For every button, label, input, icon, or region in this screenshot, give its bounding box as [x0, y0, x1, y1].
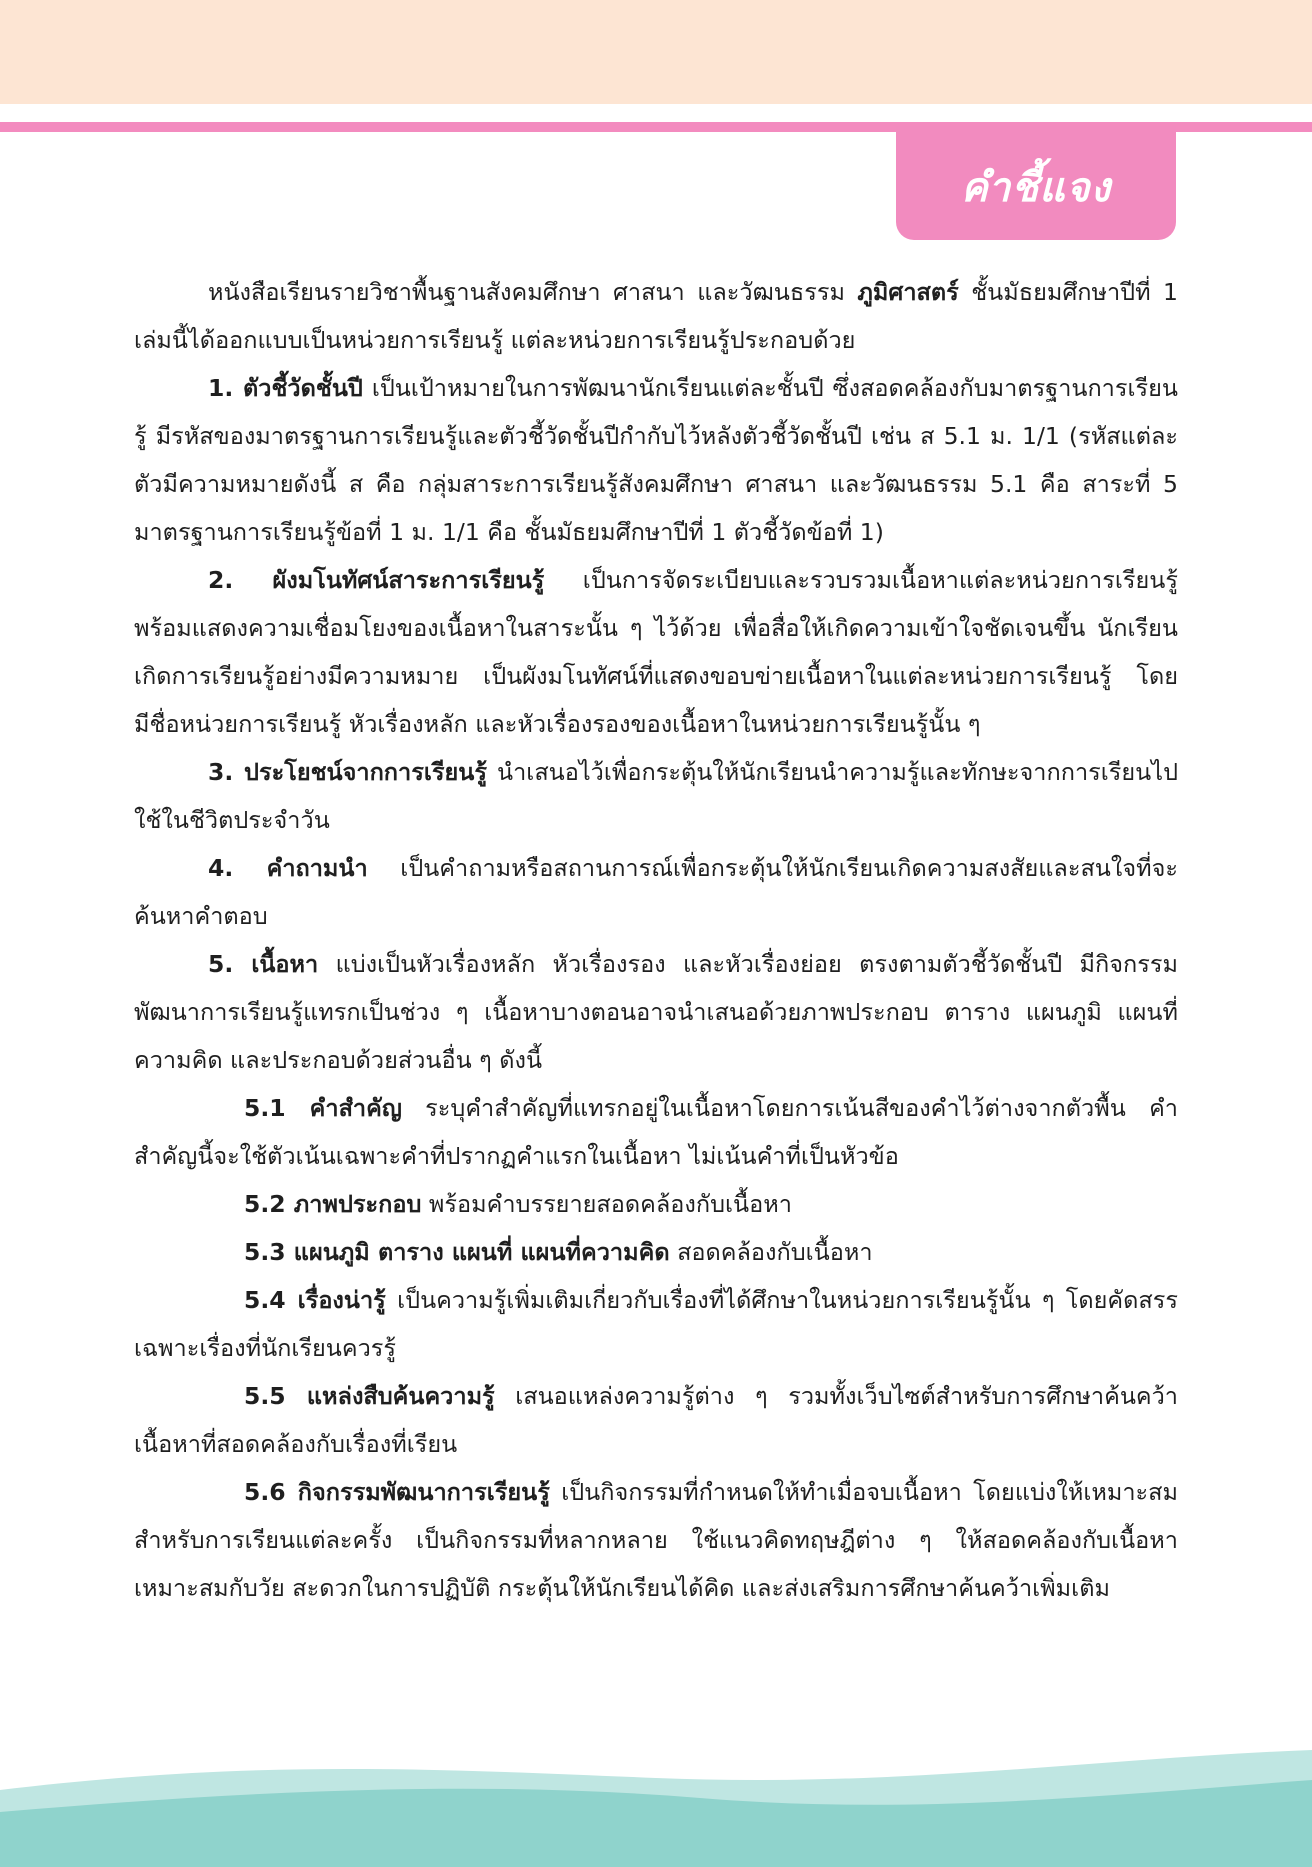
subitem-paragraph	[134, 1372, 1178, 1468]
subitem-heading: 5.2 ภาพประกอบ	[244, 1190, 422, 1218]
subitem-heading: 5.1 คำสำคัญ	[244, 1094, 402, 1122]
intro-lead: หนังสือเรียนรายวิชาพื้นฐานสังคมศึกษา ศาสนา และวัฒนธรรม	[208, 278, 858, 306]
subitem-text: เสนอแหล่งความรู้ต่าง ๆ รวมทั้งเว็บไซต์สำหรับการศึกษาค้นคว้าเนื้อหาที่สอดคล้องกับเรื่องที่เรียน	[134, 1382, 1179, 1458]
item-heading: 1. ตัวชี้วัดชั้นปี	[208, 374, 363, 402]
top-header-band	[0, 0, 1312, 104]
subitem-text: สอดคล้องกับเนื้อหา	[669, 1238, 873, 1266]
item-paragraph	[134, 844, 1178, 940]
header-gap	[0, 104, 1312, 122]
subitem-text: พร้อมคำบรรยายสอดคล้องกับเนื้อหา	[421, 1190, 792, 1218]
item-paragraph	[134, 556, 1178, 748]
item-paragraph	[134, 940, 1178, 1084]
item-heading: 3. ประโยชน์จากการเรียนรู้	[208, 758, 487, 786]
item-heading: 5. เนื้อหา	[208, 950, 319, 978]
subitem-paragraph	[134, 1276, 1178, 1372]
subitem-paragraph	[134, 1468, 1178, 1612]
subitem-heading: 5.3 แผนภูมิ ตาราง แผนที่ แผนที่ความคิด	[244, 1238, 670, 1266]
item-text: เป็นเป้าหมายในการพัฒนานักเรียนแต่ละชั้นปี ซึ่งสอดคล้องกับมาตรฐานการเรียนรู้ มีรหัสของมาตรฐานการเรียนรู้และตัวชี้วัดชั้นปีกำกับไว้หลังตัวชี้วัดชั้นปี เช่น ส 5.1 ม. 1/1 (รหัสแต่ละตัวมีความหมายดังนี้ ส คือ กลุ่มสาระการเรียนรู้สังคมศึกษา ศาสนา และวัฒนธรรม 5.1 คือ สาระที่ 5 มาตรฐานการเรียนรู้ข้อที่ 1 ม. 1/1 คือ ชั้นมัธยมศึกษาปีที่ 1 ตัวชี้วัดข้อที่ 1)	[134, 374, 1178, 546]
bottom-wave-decoration	[0, 1750, 1312, 1867]
item-text: แบ่งเป็นหัวเรื่องหลัก หัวเรื่องรอง และหัวเรื่องย่อย ตรงตามตัวชี้วัดชั้นปี มีกิจกรรมพัฒนาการเรียนรู้แทรกเป็นช่วง ๆ เนื้อหาบางตอนอาจนำเสนอด้วยภาพประกอบ ตาราง แผนภูมิ แผนที่ความคิด และประกอบด้วยส่วนอื่น ๆ ดังนี้	[134, 950, 1178, 1074]
page-title: คำชี้แจง	[960, 165, 1112, 211]
intro-rest: ชั้นมัธยมศึกษาปีที่ 1 เล่มนี้ได้ออกแบบเป็นหน่วยการเรียนรู้ แต่ละหน่วยการเรียนรู้ประกอบด้วย	[134, 278, 1178, 354]
item-heading: 2. ผังมโนทัศน์สาระการเรียนรู้	[208, 566, 545, 594]
title-tab	[896, 126, 1176, 240]
subitem-paragraph	[134, 1084, 1178, 1180]
subitem-paragraph	[134, 1180, 1178, 1228]
item-paragraph	[134, 364, 1178, 556]
subitem-heading: 5.4 เรื่องน่ารู้	[244, 1286, 386, 1314]
subitem-text: เป็นกิจกรรมที่กำหนดให้ทำเมื่อจบเนื้อหา โดยแบ่งให้เหมาะสมสำหรับการเรียนแต่ละครั้ง เป็นกิจกรรมที่หลากหลาย ใช้แนวคิดทฤษฎีต่าง ๆ ให้สอดคล้องกับเนื้อหา เหมาะสมกับวัย สะดวกในการปฏิบัติ กระตุ้นให้นักเรียนได้คิด และส่งเสริมการศึกษาค้นคว้าเพิ่มเติม	[134, 1478, 1178, 1602]
subitem-heading: 5.5 แหล่งสืบค้นความรู้	[244, 1382, 495, 1410]
subitem-text: ระบุคำสำคัญที่แทรกอยู่ในเนื้อหาโดยการเน้นสีของคำไว้ต่างจากตัวพื้น คำสำคัญนี้จะใช้ตัวเน้นเฉพาะคำที่ปรากฏคำแรกในเนื้อหา ไม่เน้นคำที่เป็นหัวข้อ	[134, 1094, 1178, 1170]
subitem-heading: 5.6 กิจกรรมพัฒนาการเรียนรู้	[244, 1478, 550, 1506]
intro-paragraph	[134, 268, 1178, 364]
item-text: เป็นการจัดระเบียบและรวบรวมเนื้อหาแต่ละหน่วยการเรียนรู้ พร้อมแสดงความเชื่อมโยงของเนื้อหาในสาระนั้น ๆ ไว้ด้วย เพื่อสื่อให้เกิดความเข้าใจชัดเจนขึ้น นักเรียนเกิดการเรียนรู้อย่างมีความหมาย เป็นผังมโนทัศน์ที่แสดงขอบข่ายเนื้อหาในแต่ละหน่วยการเรียนรู้ โดยมีชื่อหน่วยการเรียนรู้ หัวเรื่องหลัก และหัวเรื่องรองของเนื้อหาในหน่วยการเรียนรู้นั้น ๆ	[134, 566, 1178, 738]
intro-bold: ภูมิศาสตร์	[857, 278, 959, 306]
subitem-text: เป็นความรู้เพิ่มเติมเกี่ยวกับเรื่องที่ได้ศึกษาในหน่วยการเรียนรู้นั้น ๆ โดยคัดสรรเฉพาะเรื่องที่นักเรียนควรรู้	[134, 1286, 1179, 1362]
item-text: นำเสนอไว้เพื่อกระตุ้นให้นักเรียนนำความรู้และทักษะจากการเรียนไปใช้ในชีวิตประจำวัน	[134, 758, 1178, 834]
page-body	[134, 268, 1178, 1612]
item-heading: 4. คำถามนำ	[208, 854, 368, 882]
subitem-paragraph	[134, 1228, 1178, 1276]
item-paragraph	[134, 748, 1178, 844]
item-text: เป็นคำถามหรือสถานการณ์เพื่อกระตุ้นให้นักเรียนเกิดความสงสัยและสนใจที่จะค้นหาคำตอบ	[134, 854, 1178, 930]
